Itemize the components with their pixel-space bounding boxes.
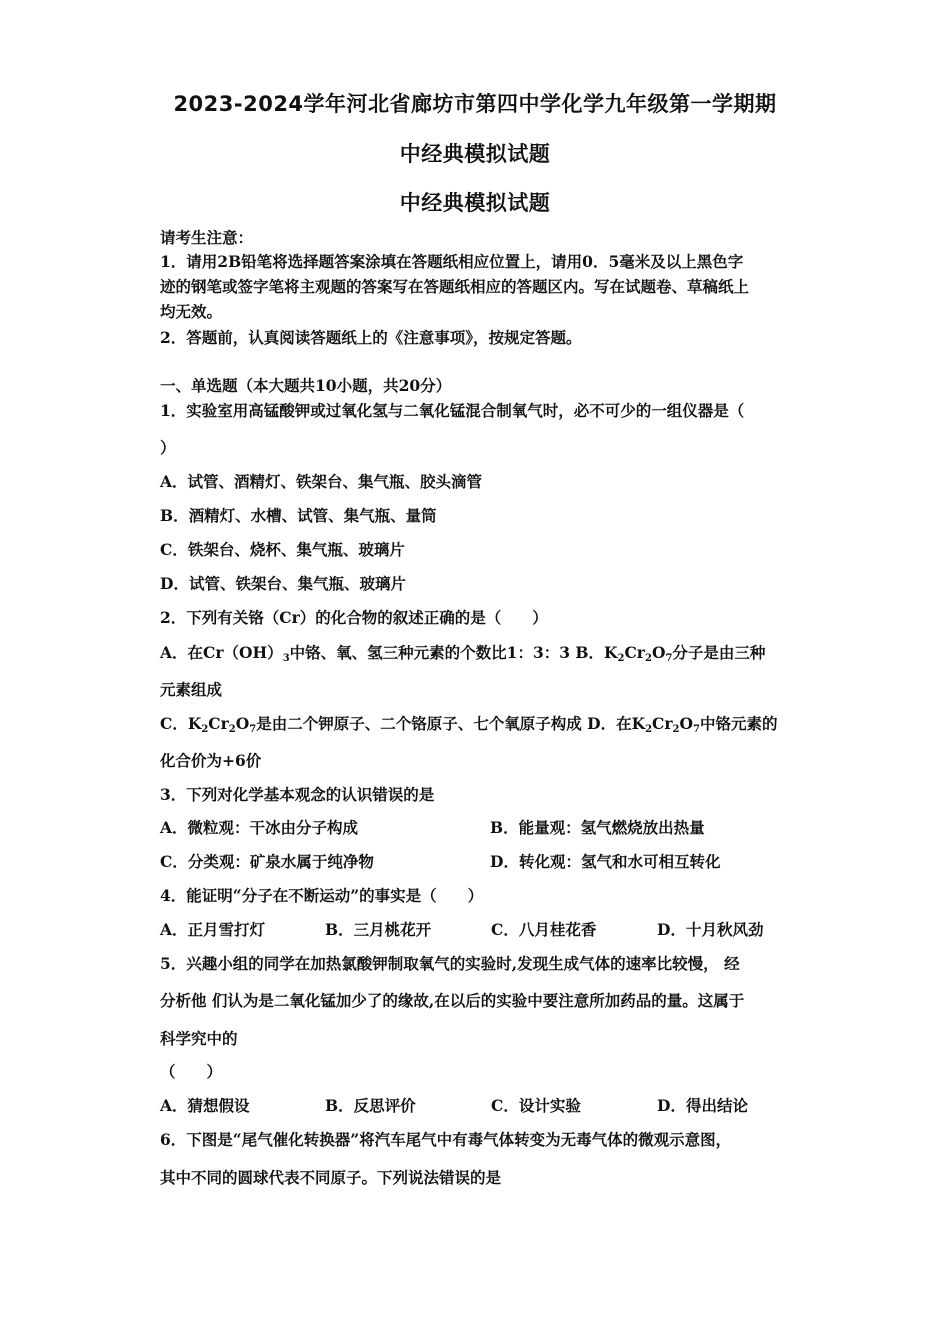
- q2-c-sub3: 7: [249, 724, 257, 735]
- q2-c-mid: 是由二个钾原子、二个铬原子、七个氧原子构成 D．在K: [256, 714, 646, 733]
- q1-stem-line1: 1．实验室用高锰酸钾或过氧化氢与二氧化锰混合制氧气时，必不可少的一组仪器是（: [160, 401, 745, 420]
- q5-option-b: B．反思评价: [325, 1096, 416, 1115]
- q3-option-c: C．分类观：矿泉水属于纯净物: [160, 852, 374, 871]
- q2-d-o: O: [679, 714, 694, 733]
- notice-item2: 2．答题前，认真阅读答题纸上的《注意事项》，按规定答题。: [160, 328, 582, 347]
- q1-stem-line2: ）: [160, 438, 176, 457]
- q2-option-a-b: [160, 643, 765, 669]
- q2-c-sub2: 2: [228, 724, 236, 735]
- q2-c-cr: Cr: [208, 714, 229, 733]
- q2-b-cr: Cr: [624, 643, 645, 662]
- q3-option-d: D．转化观：氢气和水可相互转化: [490, 852, 721, 871]
- q2-c-o: O: [235, 714, 250, 733]
- notice-heading: 请考生注意：: [160, 228, 254, 247]
- q2-d-cr: Cr: [652, 714, 673, 733]
- q3-stem: 3．下列对化学基本观念的认识错误的是: [160, 785, 435, 804]
- q2-a-sub: 3: [282, 653, 290, 664]
- q2-c-sub1: 2: [201, 724, 209, 735]
- q2-d-sub1: 2: [645, 724, 653, 735]
- q5-option-c: C．设计实验: [491, 1096, 581, 1115]
- q5-stem-line4: （ ）: [160, 1062, 223, 1081]
- q1-option-d: D．试管、铁架台、集气瓶、玻璃片: [160, 574, 406, 593]
- q5-stem-line3: 科学究中的: [160, 1029, 238, 1048]
- q5-stem-line2: 分析他 们认为是二氧化锰加少了的缘故,在以后的实验中要注意所加药品的量。这属于: [160, 991, 745, 1010]
- q4-option-a: A．正月雪打灯: [160, 920, 266, 939]
- q1-option-c: C．铁架台、烧杯、集气瓶、玻璃片: [160, 540, 405, 559]
- q2-option-b-line2: 元素组成: [160, 680, 223, 699]
- exam-title-line1: 2023-2024学年河北省廊坊市第四中学化学九年级第一学期期: [173, 92, 777, 116]
- q2-c-k: C．K: [160, 714, 202, 733]
- q2-a-pre: A．在Cr（OH）: [160, 643, 283, 662]
- q4-option-c: C．八月桂花香: [491, 920, 597, 939]
- q4-stem: 4．能证明“分子在不断运动”的事实是（ ）: [160, 886, 484, 905]
- exam-title-line2: 中经典模拟试题: [399, 142, 551, 166]
- q2-b-tail: 分子是由三种: [672, 643, 766, 662]
- q2-d-sub3: 7: [693, 724, 700, 735]
- q2-b-o: O: [651, 643, 666, 662]
- notice-item1-line2: 迹的钢笔或签字笔将主观题的答案写在答题纸相应的答题区内。写在试题卷、草稿纸上: [160, 277, 750, 296]
- notice-item1-line1: 1．请用2B铅笔将选择题答案涂填在答题纸相应位置上，请用0．5毫米及以上黑色字: [160, 252, 744, 271]
- q2-option-c-d: [160, 714, 778, 740]
- q3-option-b: B．能量观：氢气燃烧放出热量: [490, 818, 705, 837]
- q2-stem: 2．下列有关铬（Cr）的化合物的叙述正确的是（ ）: [160, 608, 548, 627]
- q2-d-sub2: 2: [672, 724, 680, 735]
- q3-option-a: A．微粒观：干冰由分子构成: [160, 818, 359, 837]
- q2-b-sub1: 2: [617, 653, 625, 664]
- q5-option-d: D．得出结论: [657, 1096, 748, 1115]
- q1-option-b: B．酒精灯、水槽、试管、集气瓶、量筒: [160, 506, 437, 525]
- q2-b-sub2: 2: [644, 653, 652, 664]
- q2-a-post: 中铬、氧、氢三种元素的个数比1：3：3 B．K: [289, 643, 618, 662]
- notice-item1-line3: 均无效。: [160, 302, 223, 321]
- q5-stem-line1: 5．兴趣小组的同学在加热氯酸钾制取氧气的实验时,发现生成气体的速率比较慢， 经: [160, 954, 740, 973]
- q4-option-d: D．十月秋风劲: [657, 920, 764, 939]
- exam-title-line3: 中经典模拟试题: [399, 191, 551, 215]
- q2-option-d-line2: 化合价为+6价: [160, 751, 262, 770]
- q6-stem-line1: 6．下图是“尾气催化转换器”将汽车尾气中有毒气体转变为无毒气体的微观示意图，: [160, 1130, 732, 1149]
- q5-option-a: A．猜想假设: [160, 1096, 250, 1115]
- q2-b-sub3: 7: [665, 653, 673, 664]
- q2-d-tail: 中铬元素的: [700, 714, 778, 733]
- q1-option-a: A．试管、酒精灯、铁架台、集气瓶、胶头滴管: [160, 472, 483, 491]
- q6-stem-line2: 其中不同的圆球代表不同原子。下列说法错误的是: [160, 1168, 502, 1187]
- q4-option-b: B．三月桃花开: [325, 920, 432, 939]
- section-heading: 一、单选题（本大题共10小题，共20分）: [160, 376, 452, 395]
